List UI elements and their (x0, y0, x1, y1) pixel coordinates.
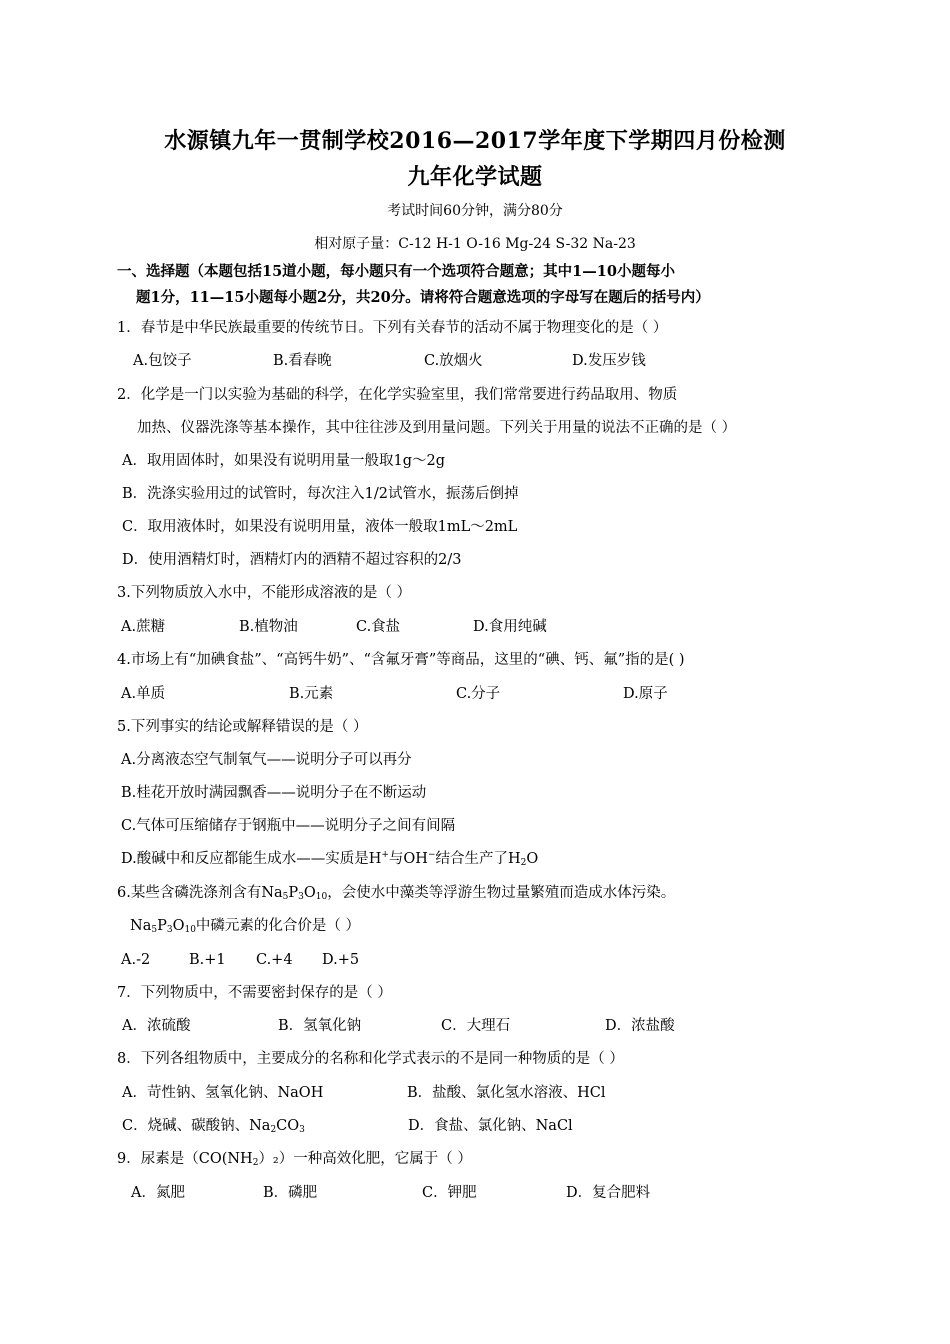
question-2-stem-line2: 加热、仪器洗涤等基本操作，其中往往涉及到用量问题。下列关于用量的说法不正确的是（ ） (137, 420, 737, 436)
q8-option-d: D．食盐、氯化钠、NaCl (408, 1118, 573, 1134)
q2-option-a: A．取用固体时，如果没有说明用量一般取1g～2g (122, 453, 445, 469)
q7-option-b: B．氢氧化钠 (278, 1018, 362, 1034)
q8-c-sub-3: 3 (299, 1125, 305, 1135)
q5-d-sup-minus: − (427, 850, 436, 860)
q6-option-a: A.-2 (121, 952, 151, 968)
q9-option-c: C．钾肥 (422, 1185, 477, 1201)
q1-option-b: B.看春晚 (273, 353, 332, 369)
question-7-stem: 7．下列物质中，不需要密封保存的是（ ） (117, 985, 392, 1001)
atomic-masses: 相对原子量：C-12 H-1 O-16 Mg-24 S-32 Na-23 (314, 236, 636, 252)
q3-option-a: A.蔗糖 (121, 619, 166, 635)
q5-option-c: C.气体可压缩储存于钢瓶中——说明分子之间有间隔 (121, 818, 456, 834)
q8-option-b: B．盐酸、氯化氢水溶液、HCl (407, 1085, 606, 1101)
exam-info: 考试时间60分钟，满分80分 (387, 203, 563, 219)
q9-option-b: B．磷肥 (263, 1185, 318, 1201)
q6-line2-post: 中磷元素的化合价是（ ） (195, 918, 361, 934)
q3-option-b: B.植物油 (239, 619, 298, 635)
q9-stem-pre: 9．尿素是（CO(NH (117, 1151, 253, 1167)
q6-line2-na: Na (130, 918, 152, 934)
question-3-stem: 3.下列物质放入水中，不能形成溶液的是（ ） (117, 585, 411, 601)
q4-option-b: B.元素 (289, 686, 334, 702)
question-4-stem: 4.市场上有“加碘食盐”、“高钙牛奶”、“含氟牙膏”等商品，这里的“碘、钙、氟”指的是( ) (117, 652, 685, 668)
q6-p: P (288, 885, 299, 901)
question-9-stem (117, 1149, 472, 1169)
q2-option-b: B．洗涤实验用过的试管时，每次注入1/2试管水，振荡后倒掉 (122, 486, 519, 502)
q5-d-text-post: O (526, 851, 539, 867)
q6-line2-sub-5: 5 (151, 925, 158, 935)
q2-option-c: C．取用液体时，如果没有说明用量，液体一般取1mL～2mL (122, 519, 518, 535)
q8-option-c (122, 1116, 305, 1136)
q5-d-sup-plus: + (381, 850, 389, 860)
q6-o: O (303, 885, 316, 901)
q4-option-d: D.原子 (623, 686, 668, 702)
q2-option-d: D．使用酒精灯时，酒精灯内的酒精不超过容积的2/3 (122, 552, 462, 568)
q6-sub-10: 10 (315, 892, 328, 902)
q5-d-text-mid: 与OH (388, 851, 428, 867)
q7-option-d: D．浓盐酸 (605, 1018, 675, 1034)
q6-line2-p: P (157, 918, 167, 934)
q6-option-b: B.+1 (189, 952, 226, 968)
q3-option-c: C.食盐 (356, 619, 401, 635)
question-8-stem: 8．下列各组物质中，主要成分的名称和化学式表示的不是同一种物质的是（ ） (117, 1051, 624, 1067)
q6-line2-sub-10: 10 (184, 925, 196, 935)
q1-option-a: A.包饺子 (133, 353, 192, 369)
q7-option-a: A．浓硫酸 (122, 1018, 191, 1034)
q9-stem-sub: 2 (252, 1158, 259, 1168)
q5-d-sub: 2 (520, 858, 527, 868)
question-1-stem: 1．春节是中华民族最重要的传统节日。下列有关春节的活动不属于物理变化的是（ ） (117, 320, 668, 336)
question-6-stem-line1 (117, 883, 675, 903)
q8-c-pre: C．烧碱、碳酸钠、Na (122, 1118, 271, 1134)
q6-stem-post: ，会使水中藻类等浮游生物过量繁殖而造成水体污染。 (327, 885, 676, 901)
q1-option-c: C.放烟火 (424, 353, 483, 369)
q4-option-a: A.单质 (121, 686, 166, 702)
q1-option-d: D.发压岁钱 (572, 353, 646, 369)
q6-line2-o: O (172, 918, 185, 934)
q6-option-d: D.+5 (322, 952, 360, 968)
q5-option-a: A.分离液态空气制氧气——说明分子可以再分 (121, 752, 412, 768)
q8-c-mid: CO (276, 1118, 300, 1134)
question-6-stem-line2 (130, 916, 360, 936)
q6-sub-3: 3 (298, 892, 304, 902)
section-heading-line2: 题1分，11—15小题每小题2分，共20分。请将符合题意选项的字母写在题后的括号内） (136, 289, 710, 306)
exam-subtitle: 九年化学试题 (407, 164, 543, 190)
q8-c-sub-2: 2 (270, 1125, 277, 1135)
question-5-stem: 5.下列事实的结论或解释错误的是（ ） (117, 719, 368, 735)
q6-sub-5: 5 (282, 892, 289, 902)
exam-title: 水源镇九年一贯制学校2016—2017学年度下学期四月份检测 (164, 128, 786, 154)
q9-option-d: D．复合肥料 (566, 1185, 651, 1201)
q8-option-a: A．苛性钠、氢氧化钠、NaOH (122, 1085, 324, 1101)
q6-option-c: C.+4 (256, 952, 293, 968)
q5-option-d (121, 849, 538, 869)
q5-d-text-pre: D.酸碱中和反应都能生成水——实质是H (121, 851, 382, 867)
q3-option-d: D.食用纯碱 (473, 619, 547, 635)
q6-stem-pre: 6.某些含磷洗涤剂含有Na (117, 885, 283, 901)
q4-option-c: C.分子 (456, 686, 501, 702)
q9-stem-post: ）₂）一种高效化肥，它属于（ ） (258, 1151, 472, 1167)
q9-option-a: A．氮肥 (131, 1185, 185, 1201)
q5-d-text-mid2: 结合生产了H (435, 851, 521, 867)
q5-option-b: B.桂花开放时满园飘香——说明分子在不断运动 (121, 785, 427, 801)
section-heading-line1: 一、选择题（本题包括15道小题，每小题只有一个选项符合题意；其中1—10小题每小 (117, 263, 675, 280)
q7-option-c: C．大理石 (441, 1018, 511, 1034)
question-2-stem-line1: 2．化学是一门以实验为基础的科学，在化学实验室里，我们常常要进行药品取用、物质 (117, 387, 678, 403)
q6-line2-sub-3: 3 (166, 925, 173, 935)
